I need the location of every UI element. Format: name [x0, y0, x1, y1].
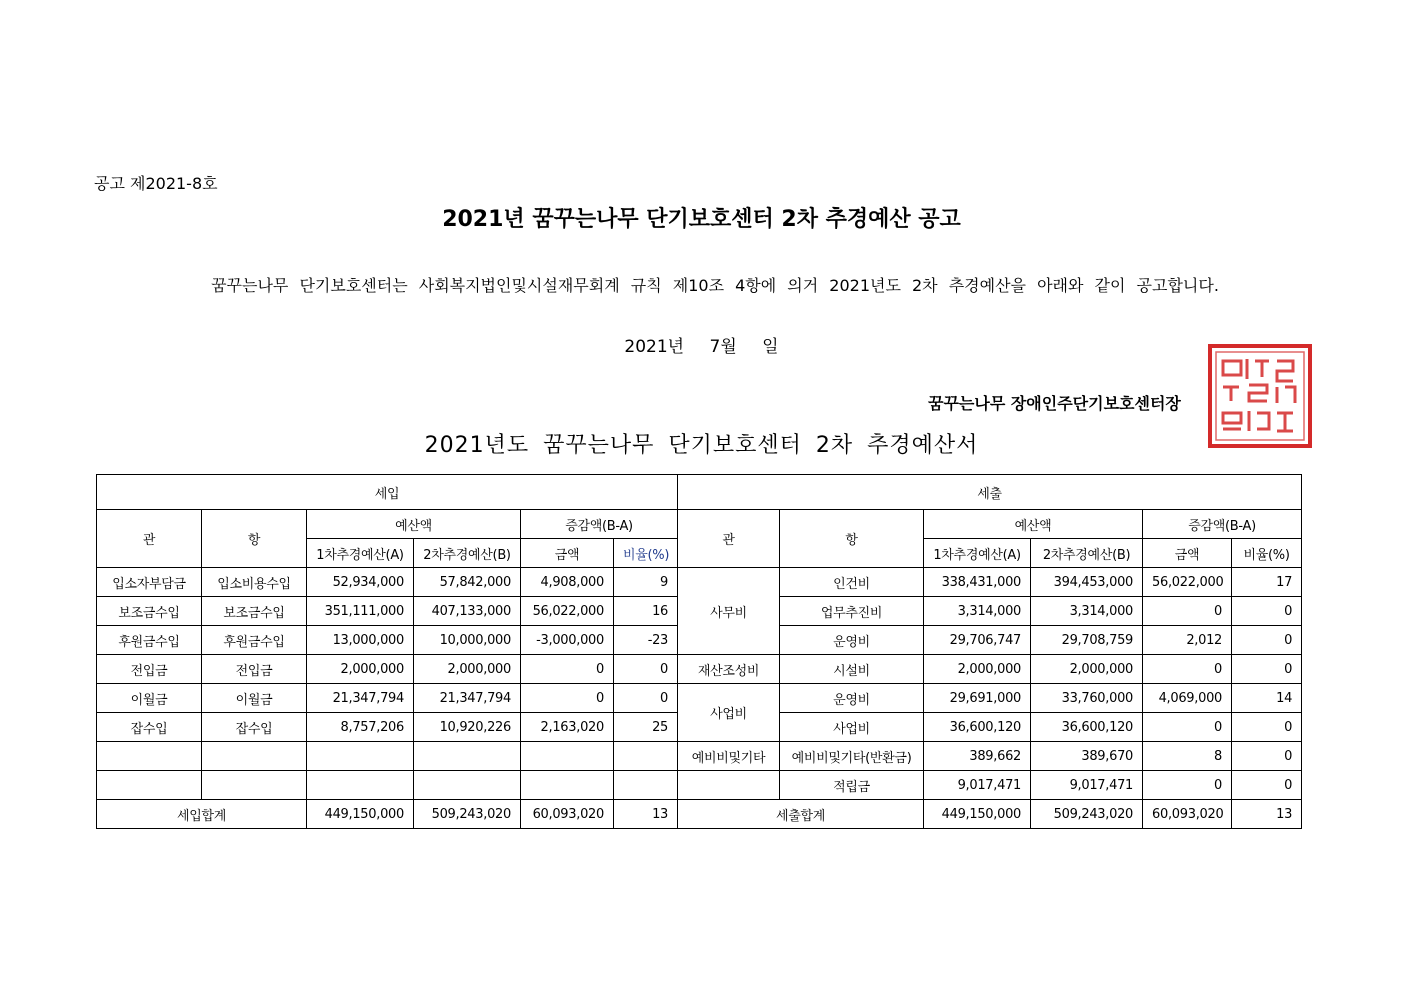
expense-hang: 운영비	[780, 684, 924, 713]
income-gwan: 잡수입	[97, 713, 202, 742]
income-second-header: 2차추경예산(B)	[414, 539, 521, 568]
income-ratio: 0	[614, 684, 678, 713]
income-ratio: 0	[614, 655, 678, 684]
intro-paragraph: 꿈꾸는나무 단기보호센터는 사회복지법인및시설재무회계 규칙 제10조 4항에 의거 2021년도 2차 추경예산을 아래와 같이 공고합니다.	[211, 276, 1219, 295]
expense-ratio-header: 비율(%)	[1232, 539, 1302, 568]
date-year: 2021년	[624, 337, 685, 357]
expense-first: 36,600,120	[924, 713, 1031, 742]
expense-ratio: 0	[1232, 742, 1302, 771]
table-row	[97, 742, 1302, 771]
total-row	[97, 800, 1302, 829]
income-hang: 이월금	[202, 684, 307, 713]
expense-diff: 0	[1143, 771, 1232, 800]
empty-cell	[202, 771, 307, 800]
income-ratio: 25	[614, 713, 678, 742]
income-section-header: 세입	[97, 475, 678, 510]
expense-total-first: 449,150,000	[924, 800, 1031, 829]
budget-table	[96, 474, 1302, 829]
expense-hang: 업무추진비	[780, 597, 924, 626]
expense-first: 2,000,000	[924, 655, 1031, 684]
income-diff: 0	[521, 684, 614, 713]
expense-first: 29,691,000	[924, 684, 1031, 713]
expense-gwan-reserve: 예비비및기타	[678, 742, 780, 771]
income-second: 10,000,000	[414, 626, 521, 655]
expense-gwan-office: 사무비	[678, 568, 780, 655]
expense-ratio: 0	[1232, 771, 1302, 800]
empty-cell	[414, 742, 521, 771]
table-row	[97, 568, 1302, 597]
income-gwan: 보조금수입	[97, 597, 202, 626]
income-hang-header: 항	[202, 510, 307, 568]
expense-first: 3,314,000	[924, 597, 1031, 626]
expense-second: 29,708,759	[1031, 626, 1143, 655]
expense-hang-header: 항	[780, 510, 924, 568]
income-second: 2,000,000	[414, 655, 521, 684]
income-first: 52,934,000	[307, 568, 414, 597]
expense-gwan-project: 사업비	[678, 684, 780, 742]
expense-first: 338,431,000	[924, 568, 1031, 597]
empty-cell	[97, 771, 202, 800]
income-gwan: 이월금	[97, 684, 202, 713]
income-second: 407,133,000	[414, 597, 521, 626]
income-first-header: 1차추경예산(A)	[307, 539, 414, 568]
income-first: 2,000,000	[307, 655, 414, 684]
expense-second: 33,760,000	[1031, 684, 1143, 713]
expense-gwan-asset: 재산조성비	[678, 655, 780, 684]
expense-second: 389,670	[1031, 742, 1143, 771]
expense-second: 9,017,471	[1031, 771, 1143, 800]
expense-gwan-header: 관	[678, 510, 780, 568]
expense-first: 9,017,471	[924, 771, 1031, 800]
income-hang: 보조금수입	[202, 597, 307, 626]
empty-cell	[97, 742, 202, 771]
income-first: 21,347,794	[307, 684, 414, 713]
income-second: 10,920,226	[414, 713, 521, 742]
income-diff: 56,022,000	[521, 597, 614, 626]
empty-cell	[521, 771, 614, 800]
expense-second: 36,600,120	[1031, 713, 1143, 742]
date-day: 일	[762, 337, 779, 357]
expense-total-ratio: 13	[1232, 800, 1302, 829]
empty-cell	[307, 771, 414, 800]
expense-ratio: 17	[1232, 568, 1302, 597]
expense-total-label: 세출합계	[678, 800, 924, 829]
expense-hang: 사업비	[780, 713, 924, 742]
income-total-diff: 60,093,020	[521, 800, 614, 829]
expense-diff: 56,022,000	[1143, 568, 1232, 597]
signer-name: 꿈꾸는나무 장애인주단기보호센터장	[928, 394, 1181, 413]
empty-cell	[202, 742, 307, 771]
expense-hang: 운영비	[780, 626, 924, 655]
income-diff: -3,000,000	[521, 626, 614, 655]
income-total-second: 509,243,020	[414, 800, 521, 829]
expense-diff: 4,069,000	[1143, 684, 1232, 713]
income-budget-header: 예산액	[307, 510, 521, 539]
expense-hang: 예비비및기타(반환금)	[780, 742, 924, 771]
expense-total-diff: 60,093,020	[1143, 800, 1232, 829]
section-header-row	[97, 475, 1302, 510]
notice-number: 공고 제2021-8호	[94, 174, 218, 193]
income-gwan: 후원금수입	[97, 626, 202, 655]
expense-ratio: 0	[1232, 597, 1302, 626]
income-total-label: 세입합계	[97, 800, 307, 829]
expense-second: 2,000,000	[1031, 655, 1143, 684]
expense-first: 389,662	[924, 742, 1031, 771]
income-amount-header: 금액	[521, 539, 614, 568]
expense-ratio: 0	[1232, 626, 1302, 655]
expense-second: 394,453,000	[1031, 568, 1143, 597]
expense-ratio: 0	[1232, 713, 1302, 742]
expense-first: 29,706,747	[924, 626, 1031, 655]
income-hang: 입소비용수입	[202, 568, 307, 597]
expense-ratio: 0	[1232, 655, 1302, 684]
income-ratio: 16	[614, 597, 678, 626]
table-row	[97, 655, 1302, 684]
expense-hang: 인건비	[780, 568, 924, 597]
income-second: 57,842,000	[414, 568, 521, 597]
document-title: 2021년 꿈꾸는나무 단기보호센터 2차 추경예산 공고	[442, 207, 961, 232]
expense-diff: 2,012	[1143, 626, 1232, 655]
income-total-ratio: 13	[614, 800, 678, 829]
table-title: 2021년도 꿈꾸는나무 단기보호센터 2차 추경예산서	[424, 433, 979, 458]
income-total-first: 449,150,000	[307, 800, 414, 829]
expense-diff: 0	[1143, 655, 1232, 684]
expense-hang: 적립금	[780, 771, 924, 800]
income-diff: 0	[521, 655, 614, 684]
empty-cell	[678, 771, 780, 800]
income-ratio: 9	[614, 568, 678, 597]
table-row	[97, 684, 1302, 713]
expense-diff: 0	[1143, 597, 1232, 626]
expense-amount-header: 금액	[1143, 539, 1232, 568]
income-diff: 2,163,020	[521, 713, 614, 742]
expense-change-header: 증감액(B-A)	[1143, 510, 1302, 539]
income-hang: 전입금	[202, 655, 307, 684]
income-second: 21,347,794	[414, 684, 521, 713]
expense-section-header: 세출	[678, 475, 1302, 510]
empty-cell	[414, 771, 521, 800]
income-hang: 후원금수입	[202, 626, 307, 655]
income-ratio-header: 비율(%)	[614, 539, 678, 568]
income-ratio: -23	[614, 626, 678, 655]
income-hang: 잡수입	[202, 713, 307, 742]
expense-diff: 8	[1143, 742, 1232, 771]
income-diff: 4,908,000	[521, 568, 614, 597]
expense-hang: 시설비	[780, 655, 924, 684]
column-header-row	[97, 510, 1302, 539]
income-gwan-header: 관	[97, 510, 202, 568]
empty-cell	[521, 742, 614, 771]
empty-cell	[614, 742, 678, 771]
income-gwan: 입소자부담금	[97, 568, 202, 597]
expense-second-header: 2차추경예산(B)	[1031, 539, 1143, 568]
income-gwan: 전입금	[97, 655, 202, 684]
notice-date	[0, 332, 1403, 357]
table-row	[97, 771, 1302, 800]
income-first: 13,000,000	[307, 626, 414, 655]
date-month: 7월	[709, 337, 737, 357]
income-first: 351,111,000	[307, 597, 414, 626]
expense-budget-header: 예산액	[924, 510, 1143, 539]
income-change-header: 증감액(B-A)	[521, 510, 678, 539]
empty-cell	[307, 742, 414, 771]
expense-diff: 0	[1143, 713, 1232, 742]
expense-second: 3,314,000	[1031, 597, 1143, 626]
expense-total-second: 509,243,020	[1031, 800, 1143, 829]
empty-cell	[614, 771, 678, 800]
expense-ratio: 14	[1232, 684, 1302, 713]
expense-first-header: 1차추경예산(A)	[924, 539, 1031, 568]
income-first: 8,757,206	[307, 713, 414, 742]
